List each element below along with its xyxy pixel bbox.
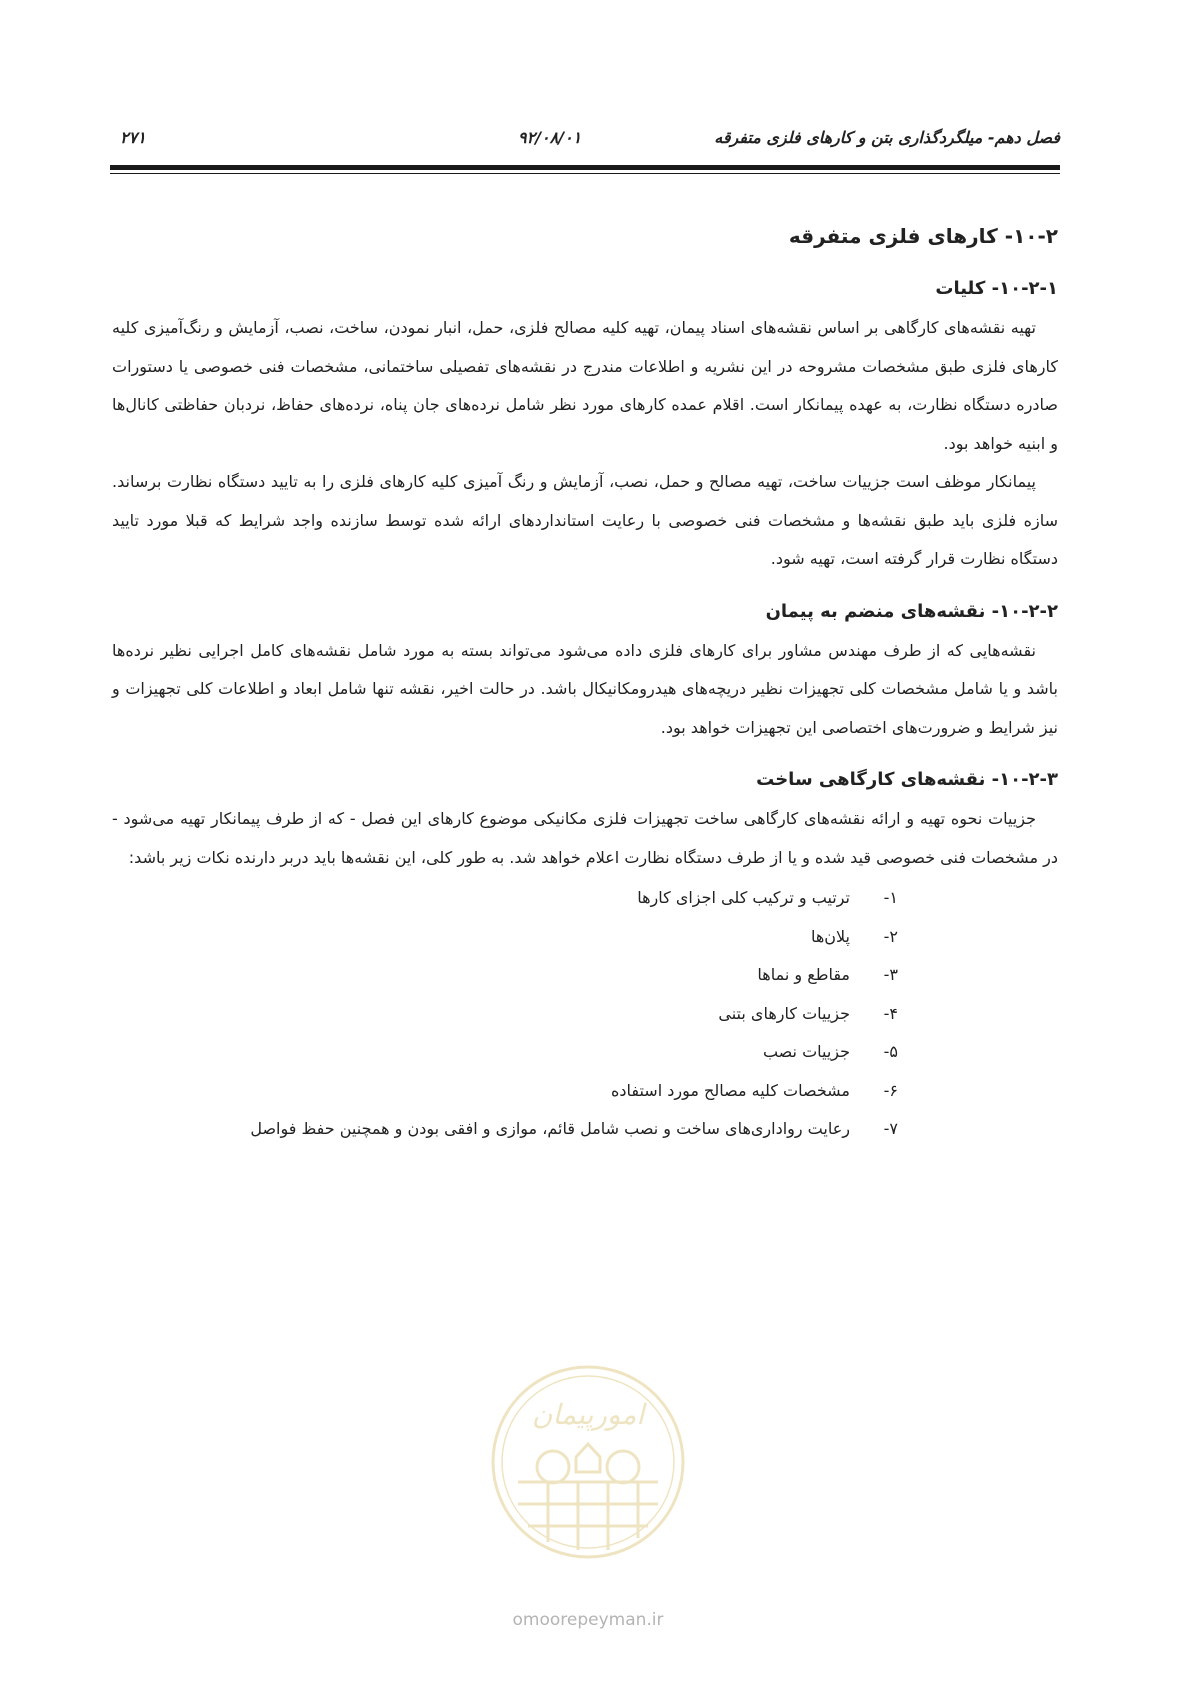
page-header (110, 128, 1060, 158)
list-item-text: جزییات نصب (762, 1042, 850, 1061)
paragraph-general-1: تهیه نقشه‌های کارگاهی بر اساس نقشه‌های اسناد پیمان، تهیه کلیه مصالح فلزی، حمل، انبار نمودن، ساخت، نصب، آزمایش و رنگ‌آمیزی کلیه کارهای فلزی طبق مشخصات مشروحه در این نشریه و اطلاعات مندرج در نقشه‌های تفصیلی ساختمانی، مشخصات فنی خصوصی یا دستورات صادره دستگاه نظارت، به عهده پیمانکار است. اقلام عمده کارهای مورد نظر شامل نرده‌های جان پناه، نرده‌های حفاظ، نردبان حفاظتی کانال‌ها و ابنیه خواهد بود. (112, 318, 1058, 453)
list-item (112, 1072, 898, 1111)
list-item (112, 956, 898, 995)
subsection-title-general: ۱۰-۲-۱- کلیات (935, 278, 1058, 299)
list-item-number: ۱- (883, 888, 898, 907)
subsection-title-contract-drawings: ۱۰-۲-۲- نقشه‌های منضم به پیمان (765, 600, 1058, 622)
list-item-number: ۴- (883, 1003, 898, 1023)
list-item-text: ترتیب و ترکیب کلی اجزای کارها (637, 888, 850, 907)
list-item-text: رعایت رواداری‌های ساخت و نصب شامل قائم، موازی و افقی بودن و همچنین حفظ فواصل (250, 1119, 850, 1138)
list-item-number: ۳- (883, 965, 898, 984)
paragraph-general-2: پیمانکار موظف است جزییات ساخت، تهیه مصالح و حمل، نصب، آزمایش و رنگ آمیزی کلیه کارهای فلزی را به تایید دستگاه نظارت برساند. سازه فلزی باید طبق نقشه‌ها و مشخصات فنی خصوصی با رعایت استانداردهای ارائه شده توسط سازنده واجد شرایط که قبلا مورد تایید دستگاه نظارت قرار گرفته است، تهیه شود. (112, 472, 1058, 568)
list-item-text: مقاطع و نماها (757, 965, 850, 984)
watermark-logo-text: امورپیمان (531, 1398, 645, 1431)
list-item (112, 1033, 898, 1072)
main-content (112, 210, 1058, 1149)
paragraph-contract-drawings: نقشه‌هایی که از طرف مهندس مشاور برای کارهای فلزی داده می‌شود می‌تواند بسته به مورد شامل نقشه‌های کامل اجرایی نظیر نرده‌ها باشد و یا شامل مشخصات کلی تجهیزات نظیر دریچه‌های هیدرومکانیکال باشد. در حالت اخیر، نقشه تنها شامل ابعاد و اطلاعات کلی تجهیزات و نیز شرایط و ضرورت‌های اختصاصی این تجهیزات خواهد بود. (112, 640, 1058, 737)
list-item (112, 918, 898, 957)
shop-drawing-items (112, 879, 1058, 1149)
section-title: ۱۰-۲- کارهای فلزی متفرقه (788, 224, 1058, 248)
list-item (112, 1110, 898, 1149)
chapter-title: فصل دهم- میلگردگذاری بتن و کارهای فلزی متفرقه (714, 128, 1060, 147)
list-item-number: ۶- (883, 1080, 898, 1100)
watermark-seal-icon (488, 1362, 688, 1562)
list-item-number: ۷- (883, 1119, 898, 1138)
watermark-site-url: omoorepeyman.ir (512, 1610, 664, 1630)
list-item (112, 879, 898, 918)
header-rule-thick (110, 165, 1060, 170)
subsection-title-shop-drawings: ۱۰-۲-۳- نقشه‌های کارگاهی ساخت (756, 769, 1058, 790)
list-item-text: جزییات کارهای بتنی (718, 1003, 850, 1023)
revision-date: ۹۲/۰۸/۰۱ (518, 128, 582, 147)
list-item-text: مشخصات کلیه مصالح مورد استفاده (610, 1080, 850, 1100)
paragraph-shop-drawings: جزییات نحوه تهیه و ارائه نقشه‌های کارگاهی ساخت تجهیزات فلزی مکانیکی موضوع کارهای این فصل - که از طرف پیمانکار تهیه می‌شود - در مشخصات فنی خصوصی قید شده و یا از طرف دستگاه نظارت اعلام خواهد شد. به طور کلی، این نقشه‌ها باید دربر دارنده نکات زیر باشد: (112, 809, 1058, 867)
list-item-text: پلان‌ها (810, 926, 850, 946)
header-rule-thin (110, 173, 1060, 174)
list-item (112, 995, 898, 1034)
list-item-number: ۵- (883, 1042, 898, 1061)
list-item-number: ۲- (883, 926, 898, 946)
page-number: ۲۷۱ (120, 128, 146, 147)
